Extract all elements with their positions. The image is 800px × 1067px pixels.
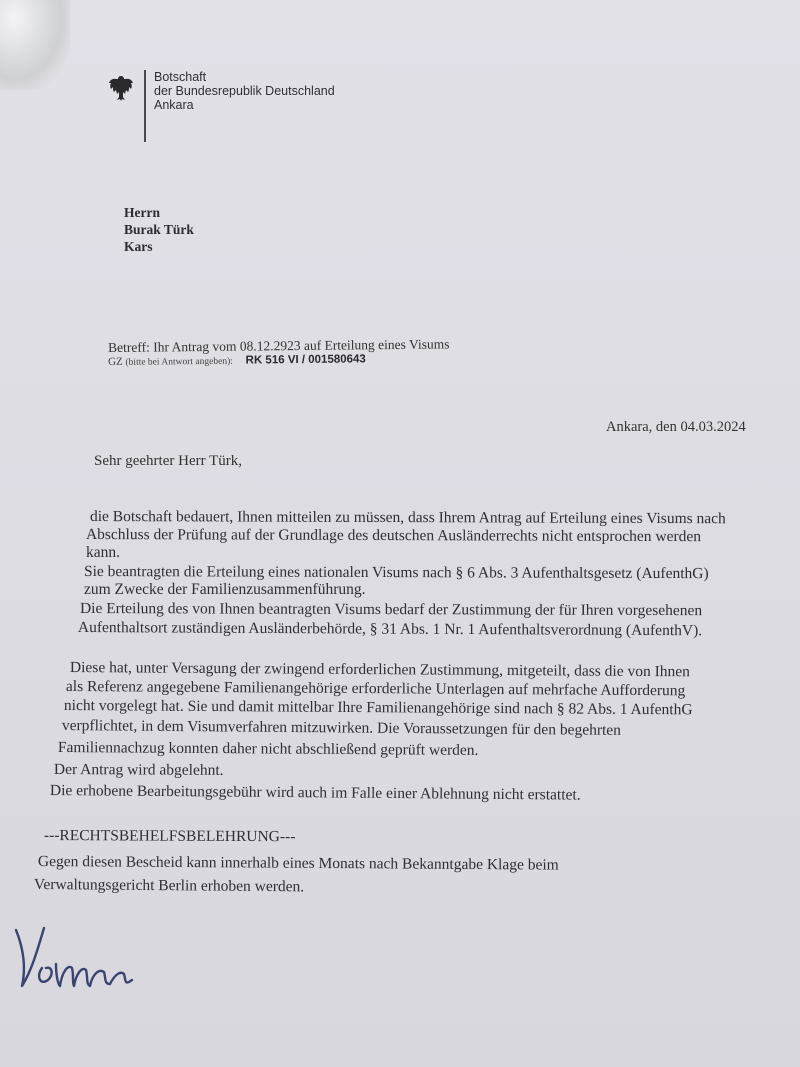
- letterhead-line-3: Ankara: [154, 98, 194, 112]
- body-line-4: Sie beantragten die Erteilung eines nationalen Visums nach § 6 Abs. 3 Aufenthaltsgesetz (AufenthG): [83, 563, 709, 583]
- body-line-12: Familiennachzug konnten daher nicht abschließend geprüft werden.: [57, 739, 479, 759]
- body-line-11: verpflichtet, in dem Visumverfahren mitzuwirken. Die Voraussetzungen für den begehrten: [61, 717, 622, 739]
- recipient-address: [124, 204, 194, 255]
- body-line-8: Diese hat, unter Versagung der zwingend erforderlichen Zustimmung, mitgeteilt, dass die von Ihnen: [69, 659, 690, 681]
- letterhead-line-2: der Bundesrepublik Deutschland: [154, 84, 335, 98]
- recipient-salutation-line: Herrn: [124, 205, 160, 220]
- gz-value: RK 516 VI / 001580643: [245, 353, 366, 367]
- body-line-5: zum Zwecke der Familienzusammenführung.: [84, 581, 366, 598]
- letterhead-line-1: Botschaft: [154, 70, 207, 84]
- body-line-16: Verwaltungsgericht Berlin erhoben werden.: [33, 876, 305, 896]
- subject-line: Betreff: Ihr Antrag vom 08.12.2923 auf Erteilung eines Visums: [108, 336, 450, 355]
- body-line-14: Die erhobene Bearbeitungsgebühr wird auch im Falle einer Ablehnung nicht erstattet.: [49, 782, 581, 804]
- background-glass-corner: [0, 0, 70, 90]
- reference-number-line: [108, 353, 366, 368]
- handwritten-signature-icon: [6, 920, 146, 1000]
- body-line-9: als Referenz angegebene Familienangehörige erforderliche Unterlagen auf mehrfache Aufforderung: [65, 678, 686, 700]
- date-line: Ankara, den 04.03.2024: [606, 419, 746, 435]
- letterhead-text: [154, 70, 335, 112]
- gz-label: GZ: [108, 355, 123, 368]
- recipient-city: Kars: [124, 239, 153, 254]
- federal-eagle-icon: [108, 74, 134, 102]
- body-line-1: die Botschaft bedauert, Ihnen mitteilen zu müssen, dass Ihrem Antrag auf Erteilung eines Visums nach: [89, 508, 726, 528]
- body-line-2: Abschluss der Prüfung auf der Grundlage des deutschen Ausländerrechts nicht entsprochen werden: [85, 526, 702, 546]
- letterhead-rule: [144, 70, 146, 142]
- body-line-7: Aufenthaltsort zuständigen Ausländerbehörde, § 31 Abs. 1 Nr. 1 Aufenthaltsverordnung (AufenthV).: [77, 619, 703, 640]
- body-line-10: nicht vorgelegt hat. Sie und damit mittelbar Ihre Familienangehörige sind nach § 82 Abs. 1 AufenthG: [63, 697, 693, 719]
- body-line-15: Gegen diesen Bescheid kann innerhalb eines Monats nach Bekanntgabe Klage beim: [37, 853, 559, 874]
- legal-remedy-heading: ---RECHTSBEHELFSBELEHRUNG---: [43, 827, 296, 846]
- recipient-name: Burak Türk: [124, 222, 194, 237]
- body-line-13: Der Antrag wird abgelehnt.: [53, 761, 224, 779]
- body-line-6: Die Erteilung des von Ihnen beantragten Visums bedarf der Zustimmung der für Ihren vorgesehenen: [79, 600, 703, 620]
- body-line-3: kann.: [86, 544, 121, 561]
- gz-note: (bitte bei Antwort angeben):: [125, 356, 233, 368]
- salutation: Sehr geehrter Herr Türk,: [94, 453, 242, 469]
